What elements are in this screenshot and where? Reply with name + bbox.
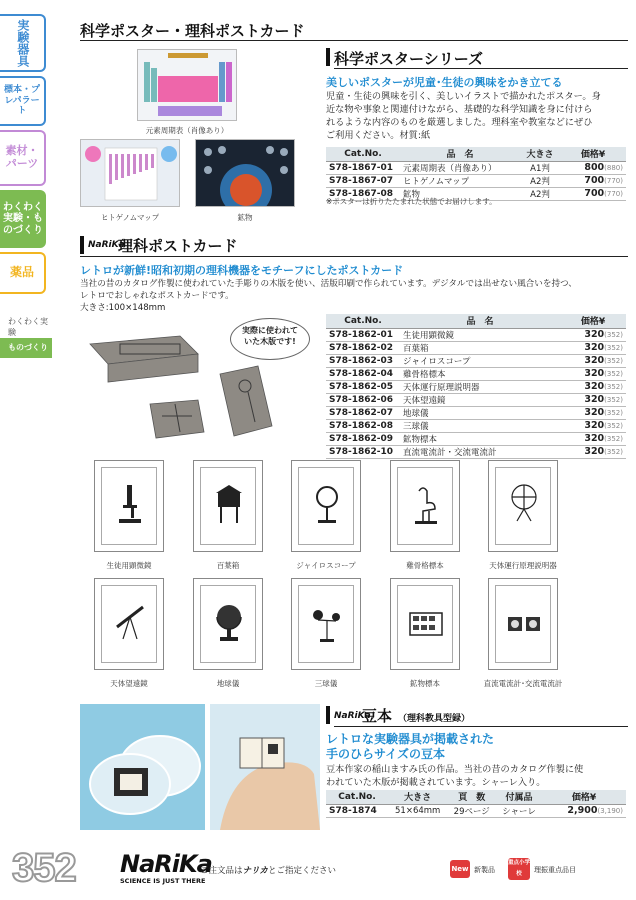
side-active-monozukuri[interactable]: ものづくり [0, 338, 52, 358]
table-row: S78-1874 51×64mm 29ページ シャーレ 2,900(3,190) [326, 804, 626, 817]
postcard-description: 当社の昔のカタログ作製に使われていた手彫りの木版を使い、活版印刷で作られています。デジタルでは出せない風合いを持つ、 レトロでおしゃれなポストカードです。 大きさ:100×148mm [80, 279, 577, 313]
poster-caption-minerals: 鉱物 [237, 213, 253, 222]
postcard-ammeters [488, 578, 558, 670]
poster-caption-periodic: 元素周期表（肖像あり） [145, 126, 229, 135]
page-number: 352 [12, 846, 76, 890]
title-rule [80, 40, 628, 41]
postcard-caption: 直流電流計･交流電流計 [483, 679, 563, 688]
postcard-tellurion [291, 578, 361, 670]
mamehon-heading-bar [326, 706, 330, 724]
postcard-telescope [94, 578, 164, 670]
page-title: 科学ポスター・理科ポストカード [80, 22, 305, 40]
postcard-caption: 生徒用顕微鏡 [106, 561, 152, 570]
table-row: S78-1862-09 鉱物標本 320(352) [326, 432, 626, 445]
postcard-orrery [488, 460, 558, 552]
postcard-weather-box [193, 460, 263, 552]
postcard-catch: レトロが新鮮!昭和初期の理科機器をモチーフにしたポストカード [80, 264, 404, 277]
postcard-caption: 百葉箱 [216, 561, 240, 570]
postcard-caption: 鉱物標本 [410, 679, 440, 688]
table-row: S78-1867-01 元素周期表（肖像あり） A1判 800(880) [326, 161, 626, 174]
side-index [0, 0, 52, 900]
side-link-experiments[interactable]: わくわく実験 [8, 317, 48, 337]
table-row: S78-1862-07 地球儀 320(352) [326, 406, 626, 419]
mamehon-heading: 豆本 [362, 707, 393, 725]
poster-catch: 美しいポスターが児童･生徒の興味をかき立てる [326, 76, 563, 89]
periodic-table-poster-image [137, 49, 237, 121]
postcard-caption: ジャイロスコープ [296, 561, 356, 570]
mamehon-description: 豆本作家の稲山ますみ氏の作品。当社の昔のカタログ作製に使 われていた木版が掲載されています。シャーレ入り。 [326, 764, 584, 788]
postcard-mineral-set [390, 578, 460, 670]
tab-chemicals[interactable]: 薬品 [0, 252, 46, 294]
postcard-price-table: Cat.No. 品 名 価格¥ S78-1862-01 生徒用顕微鏡 320(352) S78-1862-02 百葉箱 320(352) S78-1862-03 ジャイロスコープ 320(352) S78-1862-04 雞骨格標本 320(352) S78-1862-05 天体運行原理説明器 320(352) S78-1862-06 天体望遠鏡 320(352) S78-1862-07 地球儀 320(352) S78-1862-08 三球儀 320(352) S78-1862-09 鉱物標本 320(352) S78-1862-10 直流電流計・交流電流計 320(352) [326, 314, 626, 459]
tab-materials[interactable]: 素材・パーツ [0, 130, 46, 186]
table-row: S78-1862-01 生徒用顕微鏡 320(352) [326, 328, 626, 341]
poster-heading-rule [334, 68, 628, 69]
postcard-caption: 雞骨格標本 [406, 561, 444, 570]
postcard-globe [193, 578, 263, 670]
table-row: S78-1862-05 天体運行原理説明器 320(352) [326, 380, 626, 393]
table-row: S78-1862-03 ジャイロスコープ 320(352) [326, 354, 626, 367]
postcard-gyroscope [291, 460, 361, 552]
postcard-heading-rule [80, 256, 628, 257]
order-note: ご注文品はナリカとご指定ください [200, 866, 336, 876]
table-row: S78-1862-02 百葉箱 320(352) [326, 341, 626, 354]
key-label: 理振重点品目 [534, 866, 576, 874]
tab-lab-equipment[interactable]: 実験器具 [0, 14, 46, 72]
postcard-heading: 理科ポストカード [118, 237, 238, 255]
woodblock-callout: 実際に使われていた木版です! [230, 318, 310, 360]
genome-map-poster-image [80, 139, 180, 207]
narika-tagline: SCIENCE IS JUST THERE [120, 877, 206, 885]
narika-logo: NaRiKa [120, 850, 212, 878]
mamehon-heading-rule [334, 726, 628, 727]
postcard-caption: 三球儀 [314, 679, 338, 688]
poster-series-heading: 科学ポスターシリーズ [334, 50, 483, 68]
poster-note: ※ポスターは折りたたまれた状態でお届けします。 [326, 197, 497, 206]
postcard-brand: NaRiKa [88, 240, 125, 250]
postcard-caption: 天体望遠鏡 [110, 679, 148, 688]
table-row: S78-1867-08 鉱物 A2判 700(770) [326, 187, 626, 200]
mamehon-subheading: （理科教具型録） [398, 714, 471, 724]
mamehon-petri-dish-photo [80, 704, 205, 830]
new-badge: New [450, 860, 470, 878]
postcard-chicken-skeleton [390, 460, 460, 552]
poster-description: 児童・生徒の興味を引く、美しいイラストで描かれたポスター。身 近な物や事象と関連付けながら、基礎的な科学知識を身に付けら れるような内容のものを厳選しました。理科室や教室などにぜひ ご利用ください。材質:紙 [326, 91, 601, 141]
mamehon-hand-photo [210, 704, 320, 830]
table-row: S78-1862-04 雞骨格標本 320(352) [326, 367, 626, 380]
mamehon-catch: レトロな実験器具が掲載された 手のひらサイズの豆本 [326, 732, 495, 761]
minerals-poster-image [195, 139, 295, 207]
postcard-caption: 天体運行原理説明器 [489, 561, 557, 570]
tab-specimens[interactable]: 標本・プレパラート [0, 76, 46, 126]
table-row: S78-1867-07 ヒトゲノムマップ A2判 700(770) [326, 174, 626, 187]
table-row: S78-1862-10 直流電流計・交流電流計 320(352) [326, 445, 626, 458]
mamehon-brand: NaRiKa [334, 711, 371, 721]
key-badge: 重点小学校 [508, 858, 530, 880]
tab-experiments[interactable]: わくわく実験・ものづくり [0, 190, 46, 248]
poster-price-table: Cat.No. 品 名 大きさ 価格¥ S78-1867-01 元素周期表（肖像あり） A1判 800(880) S78-1867-07 ヒトゲノムマップ A2判 700(770) S78-1867-08 鉱物 A2判 700(770) [326, 147, 626, 201]
mamehon-price-table: Cat.No. 大きさ 頁 数 付属品 価格¥ S78-1874 51×64mm 29ページ シャーレ 2,900(3,190) [326, 790, 626, 818]
postcard-heading-bar [80, 236, 84, 254]
postcard-microscope [94, 460, 164, 552]
table-row: S78-1862-06 天体望遠鏡 320(352) [326, 393, 626, 406]
poster-heading-bar [326, 48, 330, 66]
postcard-caption: 地球儀 [216, 679, 240, 688]
table-row: S78-1862-08 三球儀 320(352) [326, 419, 626, 432]
poster-caption-genome: ヒトゲノムマップ [100, 213, 160, 222]
new-label: 新製品 [474, 866, 495, 874]
